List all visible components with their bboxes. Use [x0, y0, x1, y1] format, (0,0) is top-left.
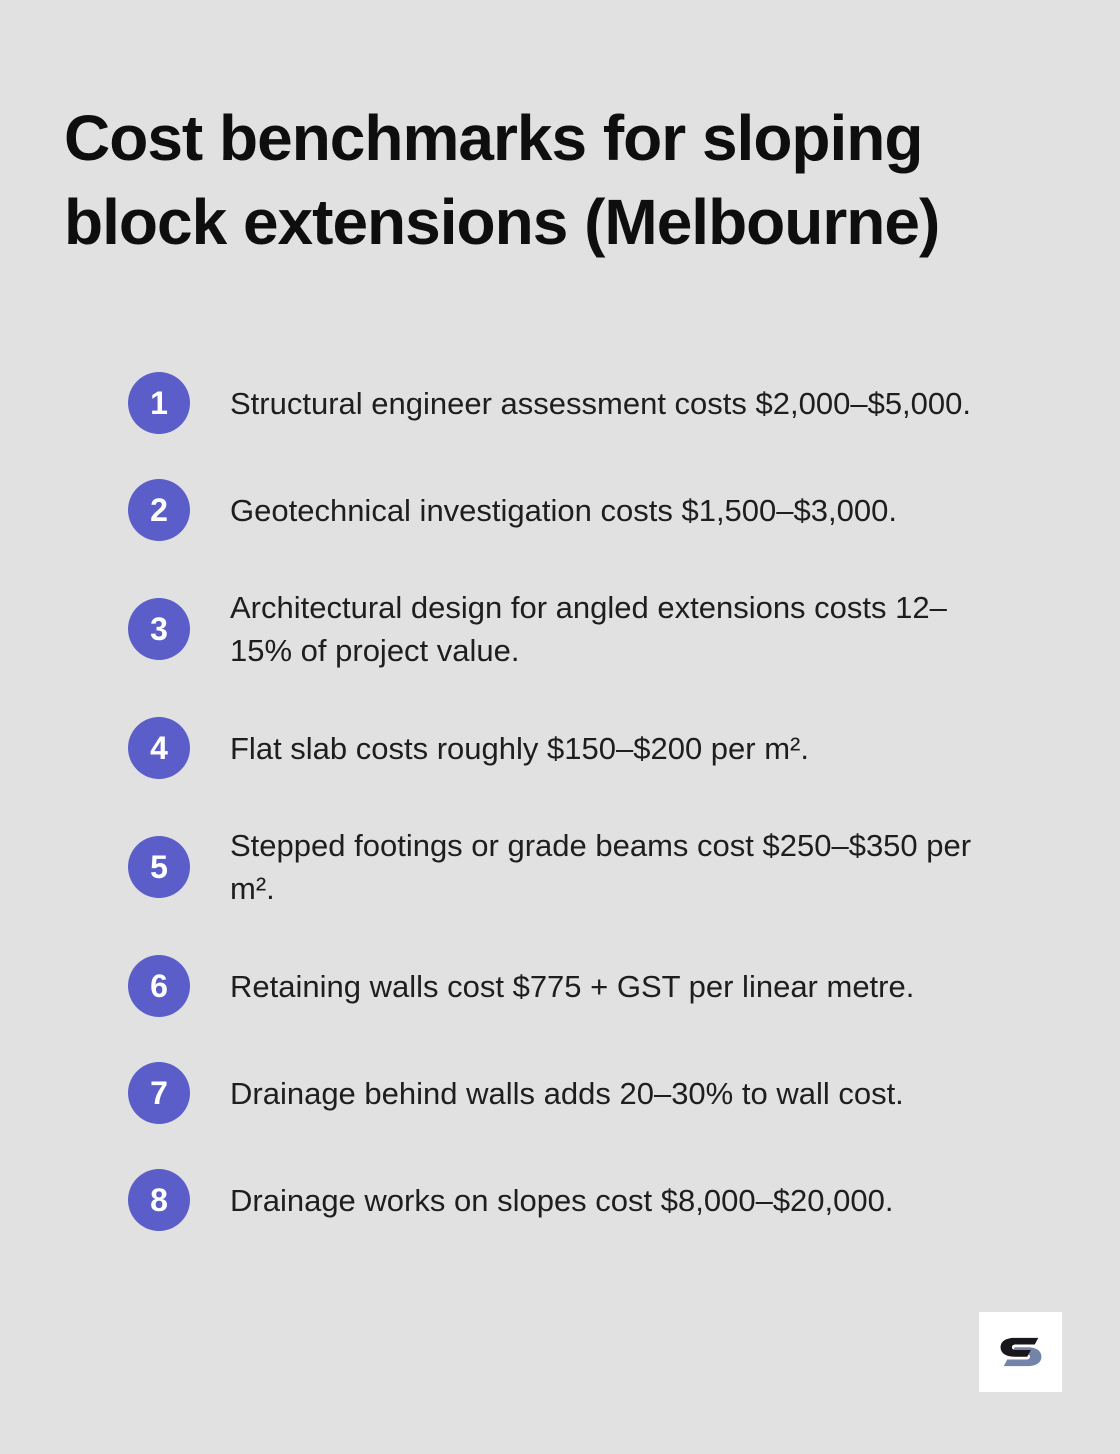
list-item: [128, 717, 1038, 779]
list-item: [128, 479, 1038, 541]
page-title: Cost benchmarks for sloping block extensions (Melbourne): [64, 102, 940, 258]
badge-number: 2: [150, 492, 168, 528]
number-badge: [128, 479, 190, 541]
list-item: [128, 824, 1038, 910]
number-badge: [128, 1062, 190, 1124]
s-monogram-logo-icon: [999, 1336, 1043, 1368]
item-text: Architectural design for angled extensions costs 12–15% of project value.: [230, 590, 947, 668]
badge-number: 3: [150, 611, 168, 647]
badge-number: 7: [150, 1075, 168, 1111]
item-text: Flat slab costs roughly $150–$200 per m².: [230, 730, 809, 766]
item-text: Drainage behind walls adds 20–30% to wall cost.: [230, 1075, 904, 1111]
list-item: [128, 586, 1038, 672]
item-text: Stepped footings or grade beams cost $250–$350 per m².: [230, 828, 972, 906]
logo-box: [979, 1312, 1062, 1392]
badge-number: 6: [150, 968, 168, 1004]
item-text: Structural engineer assessment costs $2,000–$5,000.: [230, 385, 972, 421]
badge-number: 5: [150, 849, 168, 885]
benchmark-list: [128, 372, 1038, 1231]
list-item: [128, 955, 1038, 1017]
number-badge: [128, 717, 190, 779]
number-badge: [128, 1169, 190, 1231]
number-badge: [128, 372, 190, 434]
item-text: Drainage works on slopes cost $8,000–$20,000.: [230, 1182, 894, 1218]
number-badge: [128, 836, 190, 898]
badge-number: 8: [150, 1182, 168, 1218]
badge-number: 1: [150, 385, 168, 421]
item-text: Geotechnical investigation costs $1,500–$3,000.: [230, 492, 897, 528]
number-badge: [128, 598, 190, 660]
list-item: [128, 372, 1038, 434]
list-item: [128, 1062, 1038, 1124]
list-item: [128, 1169, 1038, 1231]
item-text: Retaining walls cost $775 + GST per linear metre.: [230, 968, 915, 1004]
badge-number: 4: [150, 730, 168, 766]
number-badge: [128, 955, 190, 1017]
